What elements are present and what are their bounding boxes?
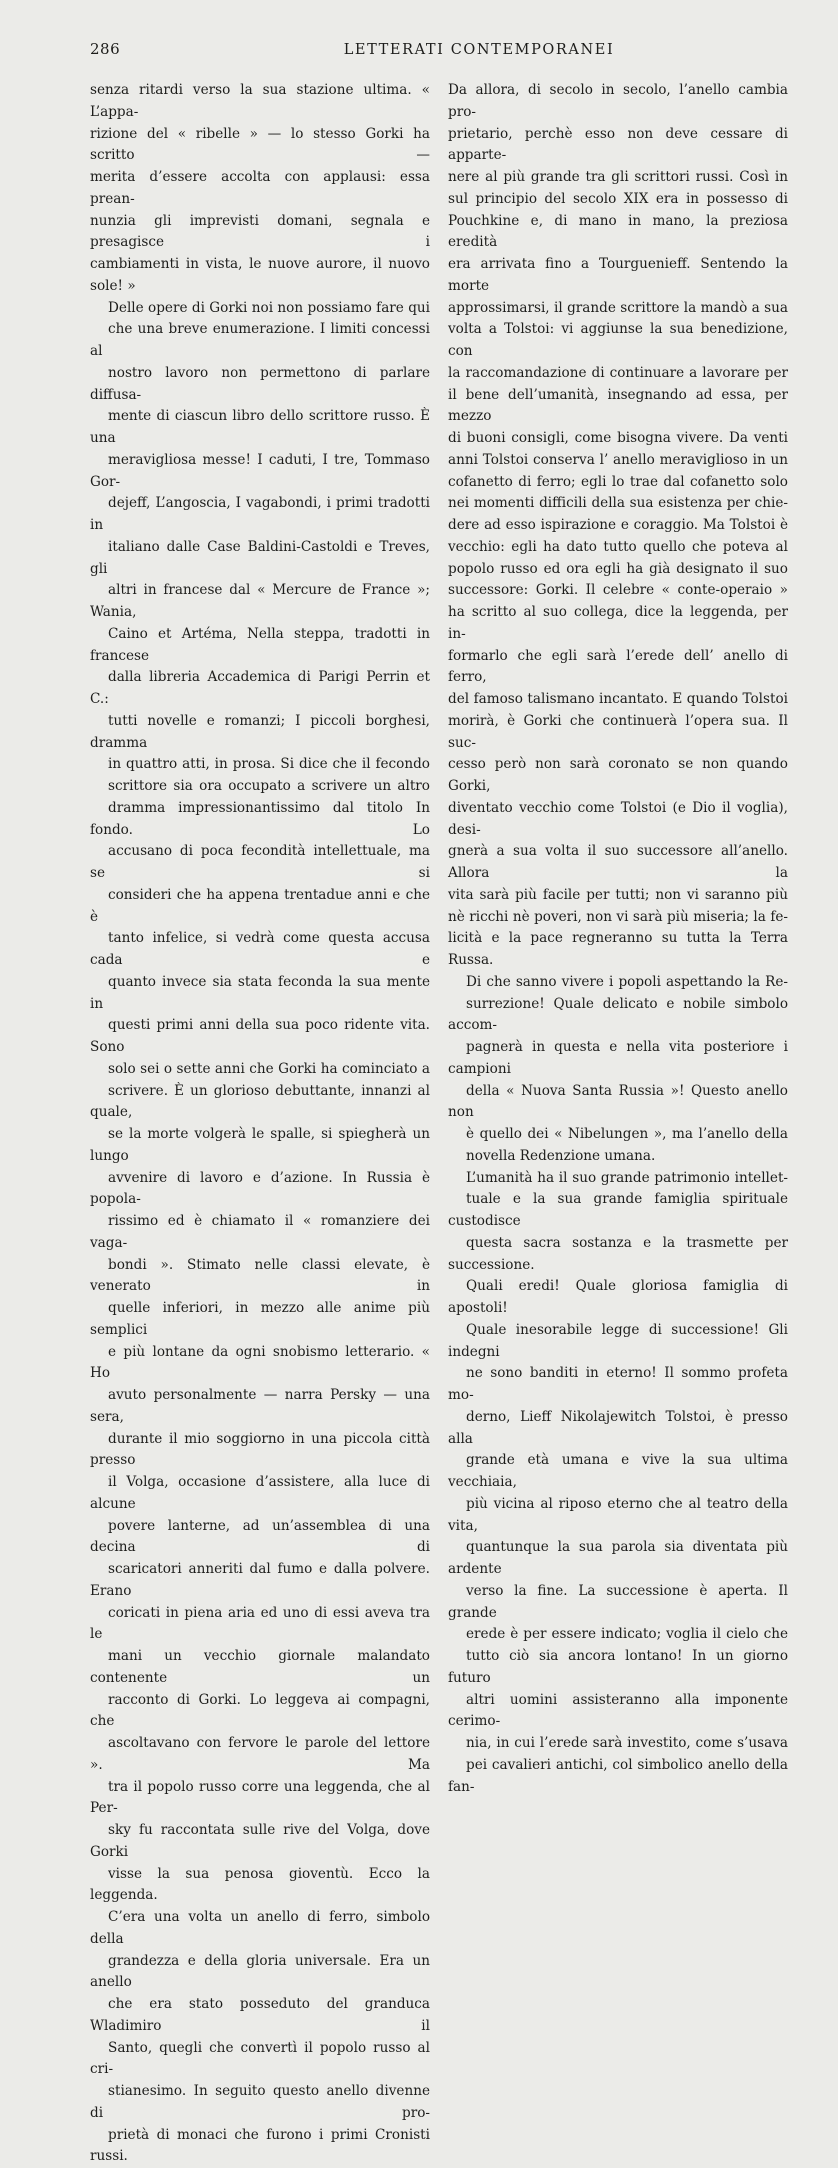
text-line: quanto invece sia stata feconda la sua mente in [90,972,430,1016]
text-line: povere lanterne, ad un’assemblea di una decina di [90,1516,430,1560]
text-line: verso la fine. La successione è aperta. Il grande [448,1581,788,1625]
text-line: L’umanità ha il suo grande patrimonio intellet- [448,1168,788,1190]
text-line: grandezza e della gloria universale. Era un anello [90,1951,430,1995]
text-line: meravigliosa messe! I caduti, I tre, Tommaso Gor- [90,450,430,494]
text-line: quantunque la sua parola sia diventata più ardente [448,1537,788,1581]
text-line: morirà, è Gorki che continuerà l’opera sua. Il suc- [448,711,788,755]
text-line: della « Nuova Santa Russia »! Questo anello non [448,1081,788,1125]
text-line: pei cavalieri antichi, col simbolico anello della fan- [448,1755,788,1799]
text-line: pagnerà in questa e nella vita posteriore i campioni [448,1037,788,1081]
text-line: del famoso talismano incantato. E quando Tolstoi [448,689,788,711]
text-line: tuale e la sua grande famiglia spirituale custodisce [448,1189,788,1233]
text-line: Quali eredi! Quale gloriosa famiglia di apostoli! [448,1276,788,1320]
right-text-column [448,80,788,1798]
text-line: dere ad esso ispirazione e coraggio. Ma Tolstoi è [448,515,788,537]
text-line: rissimo ed è chiamato il « romanziere dei vaga- [90,1211,430,1255]
text-line: approssimarsi, il grande scrittore la mandò a sua [448,298,788,320]
text-line: grande età umana e vive la sua ultima vecchiaia, [448,1450,788,1494]
text-line: di buoni consigli, come bisogna vivere. Da venti [448,428,788,450]
text-line: è quello dei « Nibelungen », ma l’anello della [448,1124,788,1146]
right-column-paragraph [448,972,788,1168]
text-line: dejeff, L’angoscia, I vagabondi, i primi tradotti in [90,493,430,537]
text-line: C’era una volta un anello di ferro, simbolo della [90,1907,430,1951]
text-line: che era stato posseduto del granduca Wladimiro il [90,1994,430,2038]
text-line: questi primi anni della sua poco ridente vita. Sono [90,1015,430,1059]
text-line: scaricatori anneriti dal fumo e dalla polvere. Erano [90,1559,430,1603]
text-line: coricati in piena aria ed uno di essi aveva tra le [90,1603,430,1647]
left-column-paragraph [90,80,430,298]
text-line: Pouchkine e, di mano in mano, la preziosa eredità [448,211,788,255]
text-line: nei momenti difficili della sua esistenza per chie- [448,493,788,515]
text-line: questa sacra sostanza e la trasmette per successione. [448,1233,788,1277]
text-line: surrezione! Quale delicato e nobile simbolo accom- [448,994,788,1038]
text-line: ha scritto al suo collega, dice la leggenda, per in- [448,602,788,646]
right-column-paragraph [448,1168,788,1799]
text-line: Delle opere di Gorki noi non possiamo fare qui [90,298,430,320]
text-line: diventato vecchio come Tolstoi (e Dio il voglia), desi- [448,798,788,842]
text-line: Santo, quegli che convertì il popolo russo al cri- [90,2038,430,2082]
text-line: senza ritardi verso la sua stazione ultima. « L’appa- [90,80,430,124]
text-line: rizione del « ribelle » — lo stesso Gorki ha scritto — [90,124,430,168]
text-line: racconto di Gorki. Lo leggeva ai compagni, che [90,1690,430,1734]
text-line: vita sarà più facile per tutti; non vi saranno più [448,885,788,907]
text-line: visse la sua penosa gioventù. Ecco la leggenda. [90,1864,430,1908]
text-line: prietà di monaci che furono i primi Cronisti russi. [90,2125,430,2168]
text-line: avvenire di lavoro e d’azione. In Russia è popola- [90,1168,430,1212]
text-line: ascoltavano con fervore le parole del lettore ». Ma [90,1733,430,1777]
left-text-column [90,80,430,2168]
text-line: quelle inferiori, in mezzo alle anime più semplici [90,1298,430,1342]
text-line: scrivere. È un glorioso debuttante, innanzi al quale, [90,1081,430,1125]
text-line: anni Tolstoi conserva l’ anello meraviglioso in un [448,450,788,472]
text-line: volta a Tolstoi: vi aggiunse la sua benedizione, con [448,319,788,363]
text-line: nia, in cui l’erede sarà investito, come s’usava [448,1733,788,1755]
text-line: sky fu raccontata sulle rive del Volga, dove Gorki [90,1820,430,1864]
text-line: successore: Gorki. Il celebre « conte-operaio » [448,580,788,602]
text-line: dramma impressionantissimo dal titolo In fondo. Lo [90,798,430,842]
text-line: Da allora, di secolo in secolo, l’anello cambia pro- [448,80,788,124]
text-line: merita d’essere accolta con applausi: essa prean- [90,167,430,211]
text-line: formarlo che egli sarà l’erede dell’ anello di ferro, [448,646,788,690]
text-line: solo sei o sette anni che Gorki ha cominciato a [90,1059,430,1081]
text-line: popolo russo ed ora egli ha già designato il suo [448,559,788,581]
text-line: cofanetto di ferro; egli lo trae dal cofanetto solo [448,472,788,494]
text-line: avuto personalmente — narra Persky — una sera, [90,1385,430,1429]
text-line: licità e la pace regneranno su tutta la Terra Russa. [448,928,788,972]
text-line: Quale inesorabile legge di successione! Gli indegni [448,1320,788,1364]
text-line: bondi ». Stimato nelle classi elevate, è venerato in [90,1255,430,1299]
text-line: cambiamenti in vista, le nuove aurore, il nuovo sole! » [90,254,430,298]
text-line: novella Redenzione umana. [448,1146,788,1168]
text-line: il Volga, occasione d’assistere, alla luce di alcune [90,1472,430,1516]
text-line: nè ricchi nè poveri, non vi sarà più miseria; la fe- [448,907,788,929]
page-header [90,40,778,64]
text-line: la raccomandazione di continuare a lavorare per [448,363,788,385]
text-line: nunzia gli imprevisti domani, segnala e presagisce i [90,211,430,255]
text-line: prietario, perchè esso non deve cessare di apparte- [448,124,788,168]
text-line: derno, Lieff Nikolajewitch Tolstoi, è presso alla [448,1407,788,1451]
text-line: tutto ciò sia ancora lontano! In un giorno futuro [448,1646,788,1690]
text-line: vecchio: egli ha dato tutto quello che poteva al [448,537,788,559]
text-line: in quattro atti, in prosa. Si dice che il fecondo [90,754,430,776]
text-line: ne sono banditi in eterno! Il sommo profeta mo- [448,1363,788,1407]
text-line: mani un vecchio giornale malandato contenente un [90,1646,430,1690]
text-line: era arrivata fino a Tourguenieff. Sentendo la morte [448,254,788,298]
text-line: consideri che ha appena trentadue anni e che è [90,885,430,929]
text-line: tra il popolo russo corre una leggenda, che al Per- [90,1777,430,1821]
text-line: e più lontane da ogni snobismo letterario. « Ho [90,1342,430,1386]
text-line: cesso però non sarà coronato se non quando Gorki, [448,754,788,798]
text-line: altri uomini assisteranno alla imponente cerimo- [448,1690,788,1734]
text-line: scrittore sia ora occupato a scrivere un altro [90,776,430,798]
left-column-paragraph [90,298,430,2168]
text-line: più vicina al riposo eterno che al teatro della vita, [448,1494,788,1538]
text-line: italiano dalle Case Baldini-Castoldi e Treves, gli [90,537,430,581]
text-line: sul principio del secolo XIX era in possesso di [448,189,788,211]
running-title: LETTERATI CONTEMPORANEI [90,42,778,58]
text-line: accusano di poca fecondità intellettuale, ma se si [90,841,430,885]
text-line: erede è per essere indicato; voglia il cielo che [448,1624,788,1646]
text-line: durante il mio soggiorno in una piccola città presso [90,1429,430,1473]
text-line: che una breve enumerazione. I limiti concessi al [90,319,430,363]
text-line: tanto infelice, si vedrà come questa accusa cada e [90,928,430,972]
text-line: nere al più grande tra gli scrittori russi. Così in [448,167,788,189]
text-line: nostro lavoro non permettono di parlare diffusa- [90,363,430,407]
text-line: stianesimo. In seguito questo anello divenne di pro- [90,2081,430,2125]
text-line: Di che sanno vivere i popoli aspettando la Re- [448,972,788,994]
text-line: il bene dell’umanità, insegnando ad essa, per mezzo [448,385,788,429]
text-line: se la morte volgerà le spalle, si spiegherà un lungo [90,1124,430,1168]
text-line: tutti novelle e romanzi; I piccoli borghesi, dramma [90,711,430,755]
text-line: Caino et Artéma, Nella steppa, tradotti in francese [90,624,430,668]
text-line: mente di ciascun libro dello scrittore russo. È una [90,406,430,450]
text-line: gnerà a sua volta il suo successore all’anello. Allora la [448,841,788,885]
text-line: altri in francese dal « Mercure de France »; Wania, [90,580,430,624]
text-line: dalla libreria Accademica di Parigi Perrin et C.: [90,667,430,711]
right-column-paragraph [448,80,788,972]
page-number: 286 [90,40,120,58]
